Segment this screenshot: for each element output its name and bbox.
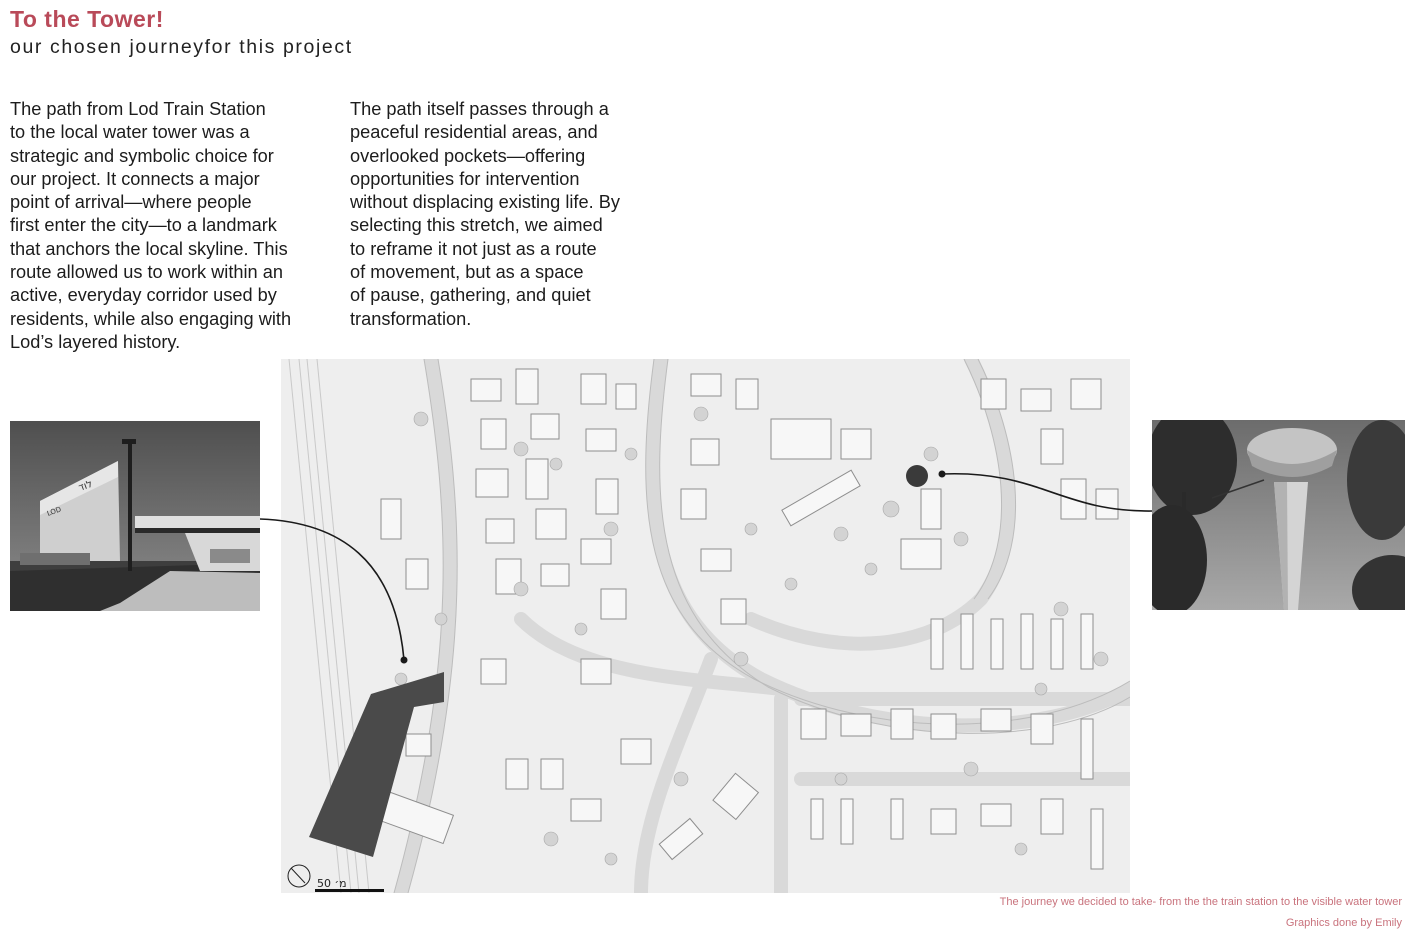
page-title: To the Tower! xyxy=(10,6,164,32)
water-tower-photo xyxy=(1152,420,1405,610)
caption-credits: Graphics done by Emily xyxy=(1285,917,1402,929)
paragraph-intro: The path from Lod Train Station to the local water tower was a strategic and symbolic choice for our project. It connects a major point of arrival—where people first enter the city—to a landmark that anchors the local skyline. This route allowed us to work within an active, everyday corridor used by residents, while also engaging with Lod’s layered history. xyxy=(10,99,292,352)
station-sign-he: לוד xyxy=(77,478,95,494)
page-subtitle: our chosen journeyfor this project xyxy=(10,36,353,58)
water-tower-marker xyxy=(906,465,928,487)
station-sign-lat: LOD xyxy=(45,505,63,518)
caption-journey: The journey we decided to take- from the the train station to the visible water tower xyxy=(999,896,1402,908)
map-scale-label: 50 מ׳ xyxy=(317,877,347,890)
train-station-photo xyxy=(10,421,260,611)
paragraph-path: The path itself passes through a peaceful residential areas, and overlooked pockets—offering opportunities for intervention without displacing existing life. By selecting this stretch, we aimed to reframe it not just as a route of movement, but as a space of pause, gathering, and quiet transformation. xyxy=(350,99,620,329)
site-map xyxy=(281,359,1130,893)
